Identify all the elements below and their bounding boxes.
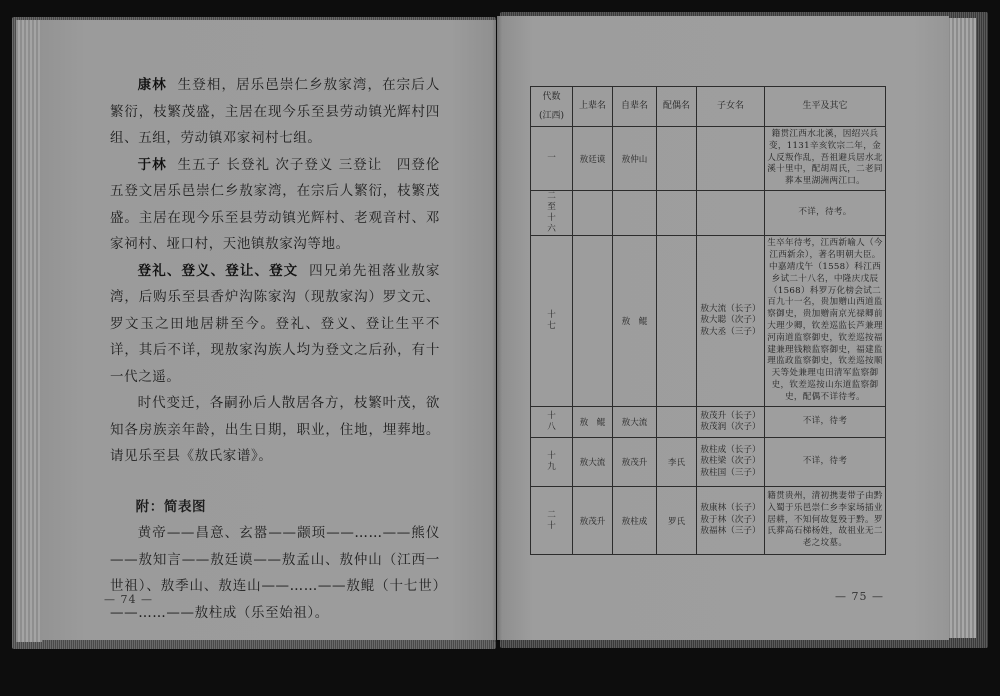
father-name-cell: 敖 鲲 xyxy=(573,407,613,438)
self-name-cell: 敖柱成 xyxy=(613,487,657,555)
header-children: 子女名 xyxy=(697,87,765,127)
notes-cell: 籍贯贵州，清初携妻带子由黔入蜀于乐邑崇仁乡李家场插业居耕，不知何故复殁于黔。罗氏葬高石梯杨姓，故祖业无二老之坟墓。 xyxy=(765,487,886,555)
self-name-cell: 敖茂升 xyxy=(613,438,657,487)
spouse-name-cell xyxy=(657,191,697,236)
self-name-cell xyxy=(613,191,657,236)
header-father-name: 上辈名 xyxy=(573,87,613,127)
notes-cell: 籍贯江西水北溪，因绍兴兵变，1131辛亥钦宗二年，金人反叛作乱，吾祖避兵居水北溪十里中，配胡周氏，二老同葬本里湖洲两江口。 xyxy=(765,127,886,191)
table-row xyxy=(531,127,886,191)
generation-cell: 二 至 十 六 xyxy=(531,191,573,236)
notes-cell: 不详，待考 xyxy=(765,407,886,438)
children-cell xyxy=(697,191,765,236)
self-name-cell: 敖仲山 xyxy=(613,127,657,191)
children-cell: 敖康林（长子） 敖于林（次子） 敖福林（三子） xyxy=(697,487,765,555)
genealogy-table xyxy=(530,86,886,555)
father-name-cell: 敖廷谟 xyxy=(573,127,613,191)
paragraph-era xyxy=(110,390,440,470)
table-row xyxy=(531,487,886,555)
children-cell xyxy=(697,127,765,191)
paragraph-kanglin xyxy=(110,72,440,152)
children-cell: 敖大流（长子） 敖大聪（次子） 敖大丞（三子） xyxy=(697,236,765,407)
table-row xyxy=(531,407,886,438)
generation-cell: 二 十 xyxy=(531,487,573,555)
paragraph-text: 生五子 长登礼 次子登义 三登让 四登伦 五登文居乐邑崇仁乡敖家湾，在宗后人繁衍，枝繁茂盛。主居在现今乐至县劳动镇光辉村、老观音村、邓家祠村、垭口村，天池镇敖家沟等地。 xyxy=(110,156,441,252)
appendix-lineage: 黄帝——昌意、玄嚣——颛顼——……——熊仪——敖知言——敖廷谟——敖孟山、敖仲山（江西一世祖）、敖季山、敖连山——……——敖鲲（十七世）——……——敖柱成（乐至始祖）。 xyxy=(110,525,440,621)
page-number-right: — 75 — xyxy=(835,590,884,603)
paragraph-lead: 登礼、登义、登让、登文 xyxy=(137,262,299,279)
generation-cell: 十 九 xyxy=(531,438,573,487)
paragraph-brothers xyxy=(110,258,440,391)
notes-cell: 生卒年待考，江西新喻人（今江西新余），著名明朝大臣。中嘉靖戊午（1558）科江西乡试二十八名，中隆庆戊辰（1568）科罗万化榜会试二百九十一名，贵加赠山西道监察御史，贵加赠南京光禄卿前大理少卿，钦差巡监长芦兼理河南道监察御史，钦差巡按福建兼理钱粮监察御史，福建监理监政监察御史，钦差巡按顺天等处兼理屯田清军监察御史，钦差巡按山东道监察御史，配偶不详待考。 xyxy=(765,236,886,407)
father-name-cell: 敖大流 xyxy=(573,438,613,487)
page-edges-right xyxy=(946,18,976,638)
generation-cell: 一 xyxy=(531,127,573,191)
page-edges-left xyxy=(16,20,42,642)
header-spouse-name: 配偶名 xyxy=(657,87,697,127)
paragraph-text: 四兄弟先祖落业敖家湾，后购乐至县香炉沟陈家沟（现敖家沟）罗文元、罗文玉之田地居耕至今。登礼、登义、登让生平不详，其后不详，现敖家沟族人均为登文之后孙，有十一代之遥。 xyxy=(110,262,440,385)
self-name-cell: 敖大流 xyxy=(613,407,657,438)
header-notes: 生平及其它 xyxy=(765,87,886,127)
spouse-name-cell xyxy=(657,236,697,407)
paragraph-text: 生登相，居乐邑崇仁乡敖家湾，在宗后人繁衍，枝繁茂盛，主居在现今乐至县劳动镇光辉村四组、五组，劳动镇邓家祠村七组。 xyxy=(110,77,440,146)
spouse-name-cell xyxy=(657,407,697,438)
header-self-name: 自辈名 xyxy=(613,87,657,127)
left-page-body xyxy=(110,72,440,626)
table-row xyxy=(531,236,886,407)
children-cell: 敖茂升（长子） 敖茂润（次子） xyxy=(697,407,765,438)
father-name-cell xyxy=(573,236,613,407)
page-number-left: — 74 — xyxy=(104,593,153,606)
book-gutter xyxy=(492,16,502,642)
paragraph-lead: 于林 xyxy=(137,156,167,173)
appendix-title: 附：简表图 xyxy=(135,498,207,515)
generation-cell: 十 七 xyxy=(531,236,573,407)
father-name-cell: 敖茂升 xyxy=(573,487,613,555)
children-cell: 敖柱成（长子） 敖柱梁（次子） 敖柱国（三子） xyxy=(697,438,765,487)
table-row xyxy=(531,191,886,236)
spouse-name-cell xyxy=(657,127,697,191)
table-header-row xyxy=(531,87,886,127)
paragraph-text: 时代变迁，各嗣孙后人散居各方，枝繁叶茂，欲知各房族亲年龄，出生日期，职业，住地，埋葬地。请见乐至县《敖氏家谱》。 xyxy=(110,395,440,464)
generation-cell: 十 八 xyxy=(531,407,573,438)
self-name-cell: 敖 鲲 xyxy=(613,236,657,407)
paragraph-lead: 康林 xyxy=(137,77,167,93)
father-name-cell xyxy=(573,191,613,236)
header-generation: 代数 (江西) xyxy=(531,87,573,127)
spouse-name-cell: 李氏 xyxy=(657,438,697,487)
table-row xyxy=(531,438,886,487)
notes-cell: 不详，待考。 xyxy=(765,191,886,236)
spouse-name-cell: 罗氏 xyxy=(657,487,697,555)
paragraph-yulin xyxy=(110,152,440,258)
notes-cell: 不详，待考 xyxy=(765,438,886,487)
